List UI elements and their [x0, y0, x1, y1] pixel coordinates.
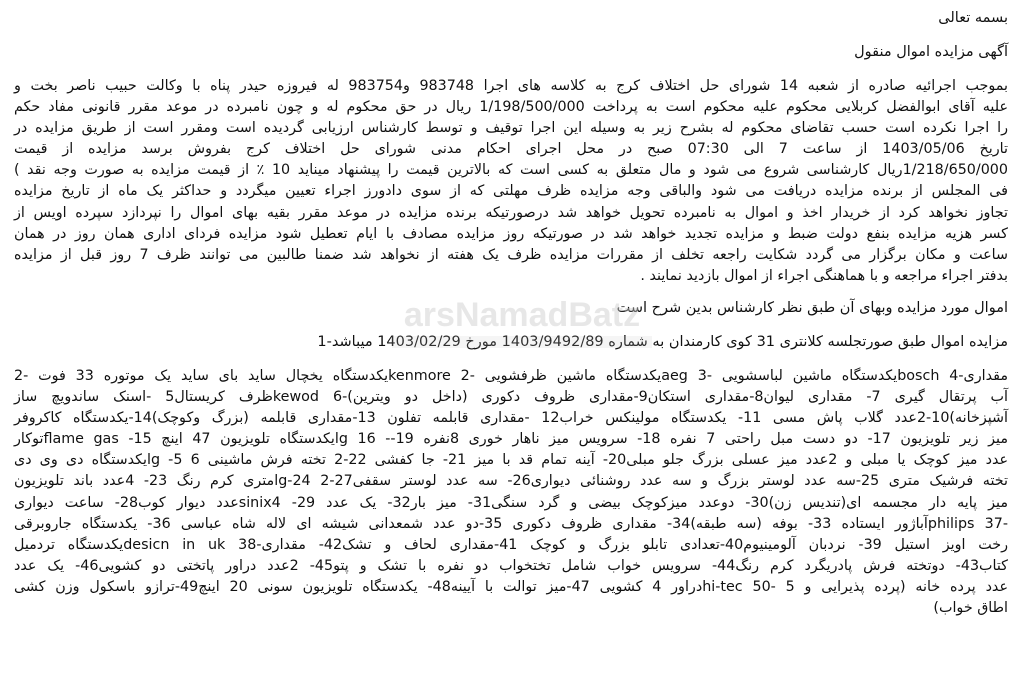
items-line: عدد میز کوچک یا مبلی و 2عدد میز عسلی بزرگ جلو مبلی20- آینه تمام قد با میز 21- جا کفشی 22-2 تخته فرش ماشینی 6 5- lgیکدستگاه دی وی دی [14, 452, 1008, 469]
items-line: اطاق خواب) [933, 599, 1008, 616]
items-line: مقداری-4 boschیکدستگاه ماشین لباسشویی -3 aegیکدستگاه ماشین ظرفشویی -2 kenmoreیکدستگاه یخچال ساید بای ساید یک موتوره 33 فوت -2 [14, 367, 1008, 384]
notice-line: بموجب اجرائیه صادره از شعبه 14 شورای حل اختلاف کرج به کلاسه های اجرا 983748 و983754 له فیروزه حیدر پناه با وکالت حبیب ناصر بخت و [14, 78, 1008, 94]
items-intro: اموال مورد مزایده وبهای آن طبق نظر کارشناس بدین شرح است [616, 299, 1008, 316]
items-line: رخت اویز استیل 39- نردبان آلومینیوم40-تعدادی تابلو بزرگ و کوچک 41-مقداری لحاف و تشک42- مقداری-38 desicn in ukیکدستگاه تردمیل [14, 536, 1008, 553]
notice-line: ساعت و مکان برگزار می گردد شکایت راجعه تخلف از مقررات مزایده ظرف یک هفته از نخواهد شد ضمنا طالبین می توانند ظرف 7 روز قبل از مزایده [14, 246, 1008, 263]
items-line: تخته فرشیک متری 25-سه عدد لوستر بزرگ و سه عدد روشنائی دیواری26- سه عدد لوستر سقفی27-2 24-lgمتری کرم رنگ 23- 4عدد باند تلویزیون [14, 473, 1008, 490]
notice-line: علیه آقای ابوالفضل کربلایی محکوم علیه محکوم است به پرداخت 1/198/500/000 ریال در حق محکوم له و چون نامبرده در موعد مقرر قانونی مفاد حکم [14, 99, 1008, 116]
items-line: کتاب43- دوتخته فرش پادریگرد کرم رنگ44- سرویس خواب شامل تختخواب دو نفره با تشک و پتو45- 2عدد دراور پاتختی دو کشویی46- یک عدد [14, 557, 1008, 574]
session-line: مزایده اموال طبق صورتجلسه کلانتری 31 کوی کارمندان به شماره 1403/9492/89 مورخ 1403/02/29 میباشد-1 [317, 333, 1008, 350]
notice-line: بدفتر اجراء مراجعه و با هماهنگی اجراء از اموال بازدید نمایند . [640, 267, 1008, 284]
notice-line: فی المجلس از برنده مزایده دریافت می شود والباقی وجه مزایده ظرف مهلتی که از سوی دادورز اجراء تعیین میگردد و حداکثر یک ماه از تاریخ مزایده [14, 183, 1008, 200]
items-line: میز زیر تلویزیون 17- دو دست مبل راحتی 7 نفره 18- سرویس میز ناهار خوری 8نفره 19-- 16 lgیکدستگاه تلویزیون 47 اینچ 15- flame gasتوکار [14, 431, 1008, 448]
items-line: آب پرتقال گیری 7- مقداری لیوان8-مقداری استکان9-مقداری ظروف دکوری (داخل دو ویترین)-6 kewodظرف کریستال5 -اسنک ساندویچ ساز [14, 389, 1008, 406]
notice-line: 1/218/650/000ریال کارشناسی شروع می شود و مال متعلق به کسی است که بالاترین قیمت را پیشنهاد میناید 10 ٪ از قیمت مزایده به صورت وجه نقد ) [14, 162, 1008, 179]
notice-line: تاریخ 1403/05/06 از ساعت 7 الی 07:30 صبح در محل اجرای احکام مدنی شورای حل اختلاف کرج بفروش برسد مزایده از قیمت [14, 141, 1008, 158]
notice-line: کسر هزیه مزایده بنفع دولت ضبط و مزایده تجدید خواهد شد در صورتیکه روز مزایده مصادف با ایام تعطیل شود مزایده فردای اداری همان روز در همان [14, 225, 1008, 242]
items-line: عدد پرده خانه (پرده پذیرایی و 5 -50 hi-tecدراور 4 کشویی 47-میز توالت با آیینه48- یکدستگاه تلویزیون سونی 20 اینچ49-ترازو باسکول وزن کشی [14, 578, 1008, 595]
notice-line: را اجرا نکرده است حسب تقاضای محکوم له بشرح زیر به وسیله این اجرا توقیف و توسط کارشناس ارزیابی گردیده است ومقرر است از طریق مزایده در [14, 120, 1008, 137]
notice-line: تجاوز نخواهد کرد از خریدار اخذ و اموال به نامبرده تحویل خواهد شد درصورتیکه برنده مزایده در موعد مقرر بقیه بهای اموال را نپردازد سپرده اویس از [14, 204, 1008, 221]
document-title: آگهی مزایده اموال منقول [854, 44, 1008, 60]
items-line: -37 philipsآباژور ایستاده 33- بوفه (سه طبقه)34- مقداری ظروف دکوری 35-دو عدد شمعدانی شیشه ای لاله شاه عباسی 36- یکدستگاه جاروبرقی [14, 515, 1008, 532]
items-paragraph [14, 366, 1008, 619]
notice-paragraph [14, 76, 1008, 287]
watermark-text: arsNamadBatz [403, 296, 641, 334]
items-line: میز پایه دار مجسمه ای(تندیس زن)30- دوعدد میزکوچک بیضی و گرد سنگی31- میز بار32- یک عدد 29- sinix4عدد دیوار کوب28- ساعت دیواری [14, 494, 1008, 511]
items-line: آشپزخانه)10-2عدد گلاب پاش مسی 11- یکدستگاه مولینکس خراب12 -مقداری قابلمه تفلون 13-مقداری قابلمه (بزرگ وکوچک)14-یکدستگاه کاکروفر [14, 410, 1008, 427]
document-bismillah: بسمه تعالی [938, 10, 1008, 26]
